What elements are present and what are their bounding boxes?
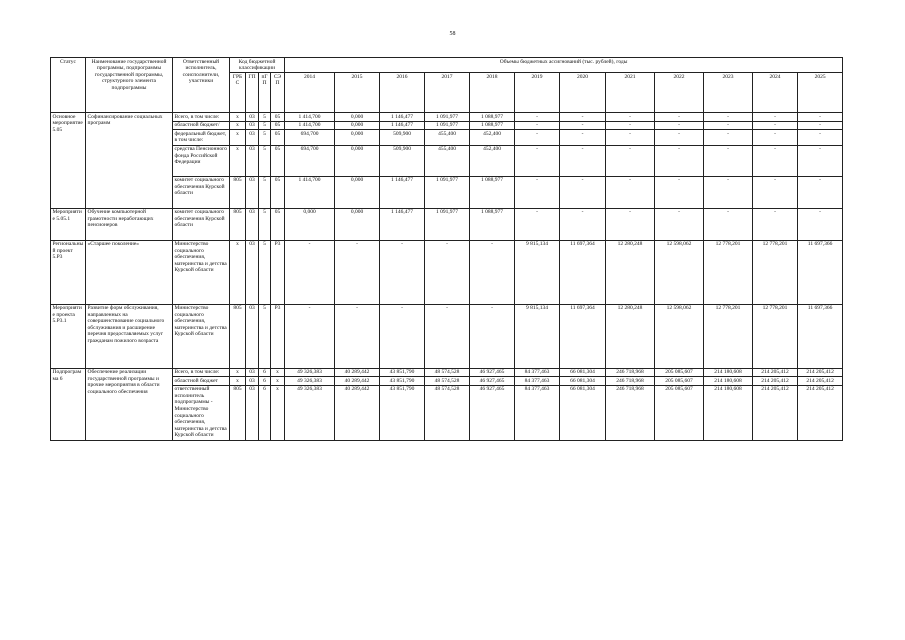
- kbk-code-cell: 03: [246, 304, 259, 368]
- value-cell: -: [560, 208, 606, 240]
- value-cell: 214 205,412: [753, 377, 798, 386]
- value-cell: 9 815,134: [515, 304, 560, 368]
- value-cell: 1 146,477: [380, 121, 425, 130]
- value-cell: -: [606, 145, 655, 176]
- value-cell: -: [335, 304, 380, 368]
- kbk-code-cell: 05: [271, 113, 285, 122]
- value-cell: 49 326,383: [285, 377, 335, 386]
- row-name: Обеспечение реализации государственной программы и прочие мероприятия в области социального обеспечения: [86, 368, 173, 440]
- header-kbk: Код бюджетной классификации: [230, 58, 285, 73]
- value-cell: -: [753, 113, 798, 122]
- value-cell: 1 088,977: [470, 176, 515, 208]
- header-year: 2019: [515, 73, 560, 113]
- value-cell: 84 377,463: [515, 385, 560, 440]
- kbk-code-cell: х: [230, 377, 246, 386]
- value-cell: 12 280,248: [606, 304, 655, 368]
- value-cell: -: [285, 304, 335, 368]
- value-cell: 214 180,608: [704, 385, 753, 440]
- table-body: [51, 113, 843, 440]
- value-cell: -: [655, 208, 704, 240]
- row-status: Мероприятие проекта 5.Р3.1: [51, 304, 86, 368]
- row-name: Развитие форм обслуживания, направленных на совершенствование социального обслуживания и расширение перечня предоставляемых услуг гражданам пожилого возраста: [86, 304, 173, 368]
- kbk-code-cell: 805: [230, 176, 246, 208]
- value-cell: 452,400: [470, 130, 515, 145]
- value-cell: 1 091,977: [425, 176, 470, 208]
- kbk-code-cell: 5: [259, 130, 271, 145]
- table-header: [51, 58, 843, 113]
- value-cell: -: [560, 145, 606, 176]
- value-cell: -: [753, 145, 798, 176]
- kbk-code-cell: х: [230, 145, 246, 176]
- value-cell: -: [798, 176, 843, 208]
- value-cell: -: [655, 145, 704, 176]
- value-cell: 214 205,412: [753, 368, 798, 377]
- kbk-code-cell: 03: [246, 113, 259, 122]
- kbk-code-cell: 03: [246, 377, 259, 386]
- header-year: 2022: [655, 73, 704, 113]
- row-name: Софинансирование социальных программ: [86, 113, 173, 208]
- table-row: [51, 208, 843, 240]
- value-cell: 84 377,463: [515, 368, 560, 377]
- value-cell: 452,400: [470, 145, 515, 176]
- value-cell: -: [655, 113, 704, 122]
- value-cell: 11 697,364: [560, 240, 606, 304]
- value-cell: 1 091,977: [425, 121, 470, 130]
- value-cell: 40 289,442: [335, 368, 380, 377]
- value-cell: -: [655, 176, 704, 208]
- value-cell: -: [798, 121, 843, 130]
- row-name: Обучение компьютерной грамотности неработающих пенсионеров: [86, 208, 173, 240]
- kbk-code-cell: 03: [246, 240, 259, 304]
- row-executor: средства Пенсионного фонда Российской Федерации: [173, 145, 230, 176]
- header-year: 2018: [470, 73, 515, 113]
- kbk-code-cell: 5: [259, 304, 271, 368]
- value-cell: 694,700: [285, 145, 335, 176]
- kbk-code-cell: 6: [259, 385, 271, 440]
- value-cell: 12 778,201: [704, 304, 753, 368]
- value-cell: 0,000: [285, 208, 335, 240]
- value-cell: 48 574,528: [425, 385, 470, 440]
- value-cell: -: [606, 113, 655, 122]
- value-cell: 205 085,607: [655, 377, 704, 386]
- value-cell: 66 081,304: [560, 385, 606, 440]
- header-year: 2023: [704, 73, 753, 113]
- value-cell: -: [798, 130, 843, 145]
- value-cell: 205 085,607: [655, 385, 704, 440]
- value-cell: 246 718,968: [606, 368, 655, 377]
- kbk-code-cell: х: [230, 240, 246, 304]
- value-cell: -: [798, 208, 843, 240]
- value-cell: 1 414,700: [285, 176, 335, 208]
- value-cell: 214 205,412: [798, 377, 843, 386]
- value-cell: -: [655, 121, 704, 130]
- value-cell: 1 088,977: [470, 113, 515, 122]
- kbk-code-cell: 05: [271, 145, 285, 176]
- value-cell: 0,000: [335, 113, 380, 122]
- value-cell: 46 927,465: [470, 385, 515, 440]
- kbk-code-cell: х: [230, 113, 246, 122]
- value-cell: 694,700: [285, 130, 335, 145]
- table-row: [51, 113, 843, 122]
- header-kbk-grbs: ГРБС: [230, 73, 246, 113]
- kbk-code-cell: 5: [259, 176, 271, 208]
- value-cell: 1 088,977: [470, 208, 515, 240]
- value-cell: 205 085,607: [655, 368, 704, 377]
- header-status: Статус: [51, 58, 86, 113]
- value-cell: -: [704, 176, 753, 208]
- value-cell: -: [515, 145, 560, 176]
- value-cell: -: [470, 240, 515, 304]
- value-cell: 1 091,977: [425, 113, 470, 122]
- value-cell: -: [798, 145, 843, 176]
- value-cell: -: [515, 130, 560, 145]
- kbk-code-cell: 03: [246, 121, 259, 130]
- value-cell: -: [753, 176, 798, 208]
- value-cell: 1 414,700: [285, 113, 335, 122]
- row-executor: ответственный исполнитель подпрограммы - Министерство социального обеспечения, материнства и детства Курской области: [173, 385, 230, 440]
- value-cell: -: [606, 208, 655, 240]
- value-cell: 0,000: [335, 145, 380, 176]
- value-cell: 9 815,134: [515, 240, 560, 304]
- value-cell: -: [285, 240, 335, 304]
- header-kbk-gp: ГП: [246, 73, 259, 113]
- row-executor: Министерство социального обеспечения, материнства и детства Курской области: [173, 304, 230, 368]
- header-year: 2016: [380, 73, 425, 113]
- kbk-code-cell: 05: [271, 121, 285, 130]
- kbk-code-cell: Р3: [271, 240, 285, 304]
- row-executor: областной бюджет/: [173, 121, 230, 130]
- value-cell: 84 377,463: [515, 377, 560, 386]
- value-cell: 1 091,977: [425, 208, 470, 240]
- kbk-code-cell: 03: [246, 385, 259, 440]
- value-cell: -: [560, 121, 606, 130]
- kbk-code-cell: х: [230, 121, 246, 130]
- value-cell: 214 205,412: [753, 385, 798, 440]
- row-name: «Старшее поколение»: [86, 240, 173, 304]
- value-cell: -: [560, 130, 606, 145]
- kbk-code-cell: 805: [230, 208, 246, 240]
- header-year: 2020: [560, 73, 606, 113]
- row-status: Мероприятие 5.05.1: [51, 208, 86, 240]
- header-kbk-pgp: пГП: [259, 73, 271, 113]
- value-cell: -: [425, 240, 470, 304]
- budget-table: [50, 57, 843, 441]
- value-cell: 11 697,364: [560, 304, 606, 368]
- value-cell: 40 289,442: [335, 377, 380, 386]
- value-cell: 66 081,304: [560, 377, 606, 386]
- value-cell: 214 180,608: [704, 368, 753, 377]
- row-executor: федеральный бюджет, в том числе:: [173, 130, 230, 145]
- value-cell: 43 851,790: [380, 377, 425, 386]
- row-status: Региональный проект 5.Р3: [51, 240, 86, 304]
- value-cell: 1 088,977: [470, 121, 515, 130]
- kbk-code-cell: х: [230, 368, 246, 377]
- value-cell: 0,000: [335, 121, 380, 130]
- row-status: Подпрограмма 6: [51, 368, 86, 440]
- kbk-code-cell: 6: [259, 368, 271, 377]
- kbk-code-cell: х: [230, 130, 246, 145]
- table-row: [51, 368, 843, 377]
- value-cell: -: [560, 113, 606, 122]
- value-cell: -: [515, 113, 560, 122]
- row-executor: Всего, в том числе:: [173, 113, 230, 122]
- kbk-code-cell: 805: [230, 304, 246, 368]
- kbk-code-cell: 5: [259, 145, 271, 176]
- value-cell: 0,000: [335, 130, 380, 145]
- value-cell: 246 718,968: [606, 377, 655, 386]
- value-cell: -: [515, 208, 560, 240]
- kbk-code-cell: 5: [259, 121, 271, 130]
- table-row: [51, 240, 843, 304]
- header-volumes: Объемы бюджетных ассигнований (тыс. рублей), годы: [285, 58, 843, 73]
- value-cell: 12 778,201: [753, 240, 798, 304]
- value-cell: 12 778,201: [704, 240, 753, 304]
- row-executor: Всего, в том числе:: [173, 368, 230, 377]
- header-year: 2025: [798, 73, 843, 113]
- kbk-code-cell: 03: [246, 176, 259, 208]
- kbk-code-cell: 5: [259, 240, 271, 304]
- value-cell: -: [704, 113, 753, 122]
- header-executor: Ответственный исполнитель, соисполнители, участники: [173, 58, 230, 113]
- kbk-code-cell: 805: [230, 385, 246, 440]
- kbk-code-cell: 05: [271, 130, 285, 145]
- kbk-code-cell: 03: [246, 145, 259, 176]
- header-kbk-sep: СЭП: [271, 73, 285, 113]
- kbk-code-cell: х: [271, 368, 285, 377]
- value-cell: -: [335, 240, 380, 304]
- value-cell: -: [470, 304, 515, 368]
- value-cell: -: [655, 130, 704, 145]
- value-cell: -: [425, 304, 470, 368]
- kbk-code-cell: 03: [246, 130, 259, 145]
- header-name: Наименование государственной программы, подпрограммы государственной программы, структурного элемента подпрограммы: [86, 58, 173, 113]
- value-cell: -: [704, 130, 753, 145]
- value-cell: 46 927,465: [470, 377, 515, 386]
- value-cell: 214 205,412: [798, 368, 843, 377]
- value-cell: 0,000: [335, 208, 380, 240]
- value-cell: 48 574,528: [425, 377, 470, 386]
- page-number: 58: [449, 31, 456, 37]
- value-cell: -: [753, 130, 798, 145]
- header-year: 2015: [335, 73, 380, 113]
- value-cell: 509,900: [380, 130, 425, 145]
- value-cell: -: [515, 121, 560, 130]
- value-cell: -: [380, 240, 425, 304]
- value-cell: 40 289,442: [335, 385, 380, 440]
- value-cell: 49 326,383: [285, 368, 335, 377]
- value-cell: -: [560, 176, 606, 208]
- kbk-code-cell: х: [271, 385, 285, 440]
- value-cell: -: [704, 121, 753, 130]
- value-cell: -: [606, 130, 655, 145]
- value-cell: 49 326,383: [285, 385, 335, 440]
- kbk-code-cell: 05: [271, 176, 285, 208]
- kbk-code-cell: 03: [246, 368, 259, 377]
- kbk-code-cell: 03: [246, 208, 259, 240]
- value-cell: 43 851,790: [380, 368, 425, 377]
- value-cell: 12 778,201: [753, 304, 798, 368]
- value-cell: 66 081,304: [560, 368, 606, 377]
- value-cell: -: [753, 208, 798, 240]
- value-cell: -: [704, 145, 753, 176]
- value-cell: 11 697,366: [798, 304, 843, 368]
- header-year: 2014: [285, 73, 335, 113]
- table-row: [51, 304, 843, 368]
- kbk-code-cell: 05: [271, 208, 285, 240]
- value-cell: -: [606, 121, 655, 130]
- value-cell: 1 414,700: [285, 121, 335, 130]
- value-cell: -: [753, 121, 798, 130]
- kbk-code-cell: 5: [259, 208, 271, 240]
- value-cell: 46 927,465: [470, 368, 515, 377]
- value-cell: 12 598,062: [655, 240, 704, 304]
- value-cell: 11 697,366: [798, 240, 843, 304]
- kbk-code-cell: х: [271, 377, 285, 386]
- value-cell: 214 180,608: [704, 377, 753, 386]
- kbk-code-cell: 6: [259, 377, 271, 386]
- value-cell: -: [798, 113, 843, 122]
- value-cell: 214 205,412: [798, 385, 843, 440]
- value-cell: 43 851,790: [380, 385, 425, 440]
- value-cell: 0,000: [335, 176, 380, 208]
- value-cell: 509,900: [380, 145, 425, 176]
- header-year: 2024: [753, 73, 798, 113]
- value-cell: 1 146,477: [380, 113, 425, 122]
- value-cell: -: [380, 304, 425, 368]
- value-cell: 1 146,477: [380, 176, 425, 208]
- header-year: 2021: [606, 73, 655, 113]
- kbk-code-cell: Р3: [271, 304, 285, 368]
- row-executor: Министерство социального обеспечения, материнства и детства Курской области: [173, 240, 230, 304]
- value-cell: -: [704, 208, 753, 240]
- value-cell: 12 598,062: [655, 304, 704, 368]
- value-cell: 455,400: [425, 130, 470, 145]
- row-status: Основное мероприятие 5.05: [51, 113, 86, 208]
- row-executor: областной бюджет: [173, 377, 230, 386]
- header-year: 2017: [425, 73, 470, 113]
- row-executor: комитет социального обеспечения Курской области: [173, 208, 230, 240]
- value-cell: 246 718,968: [606, 385, 655, 440]
- row-executor: комитет социального обеспечения Курской области: [173, 176, 230, 208]
- value-cell: 1 146,477: [380, 208, 425, 240]
- value-cell: 455,400: [425, 145, 470, 176]
- kbk-code-cell: 5: [259, 113, 271, 122]
- value-cell: -: [515, 176, 560, 208]
- value-cell: -: [606, 176, 655, 208]
- value-cell: 12 280,248: [606, 240, 655, 304]
- value-cell: 48 574,528: [425, 368, 470, 377]
